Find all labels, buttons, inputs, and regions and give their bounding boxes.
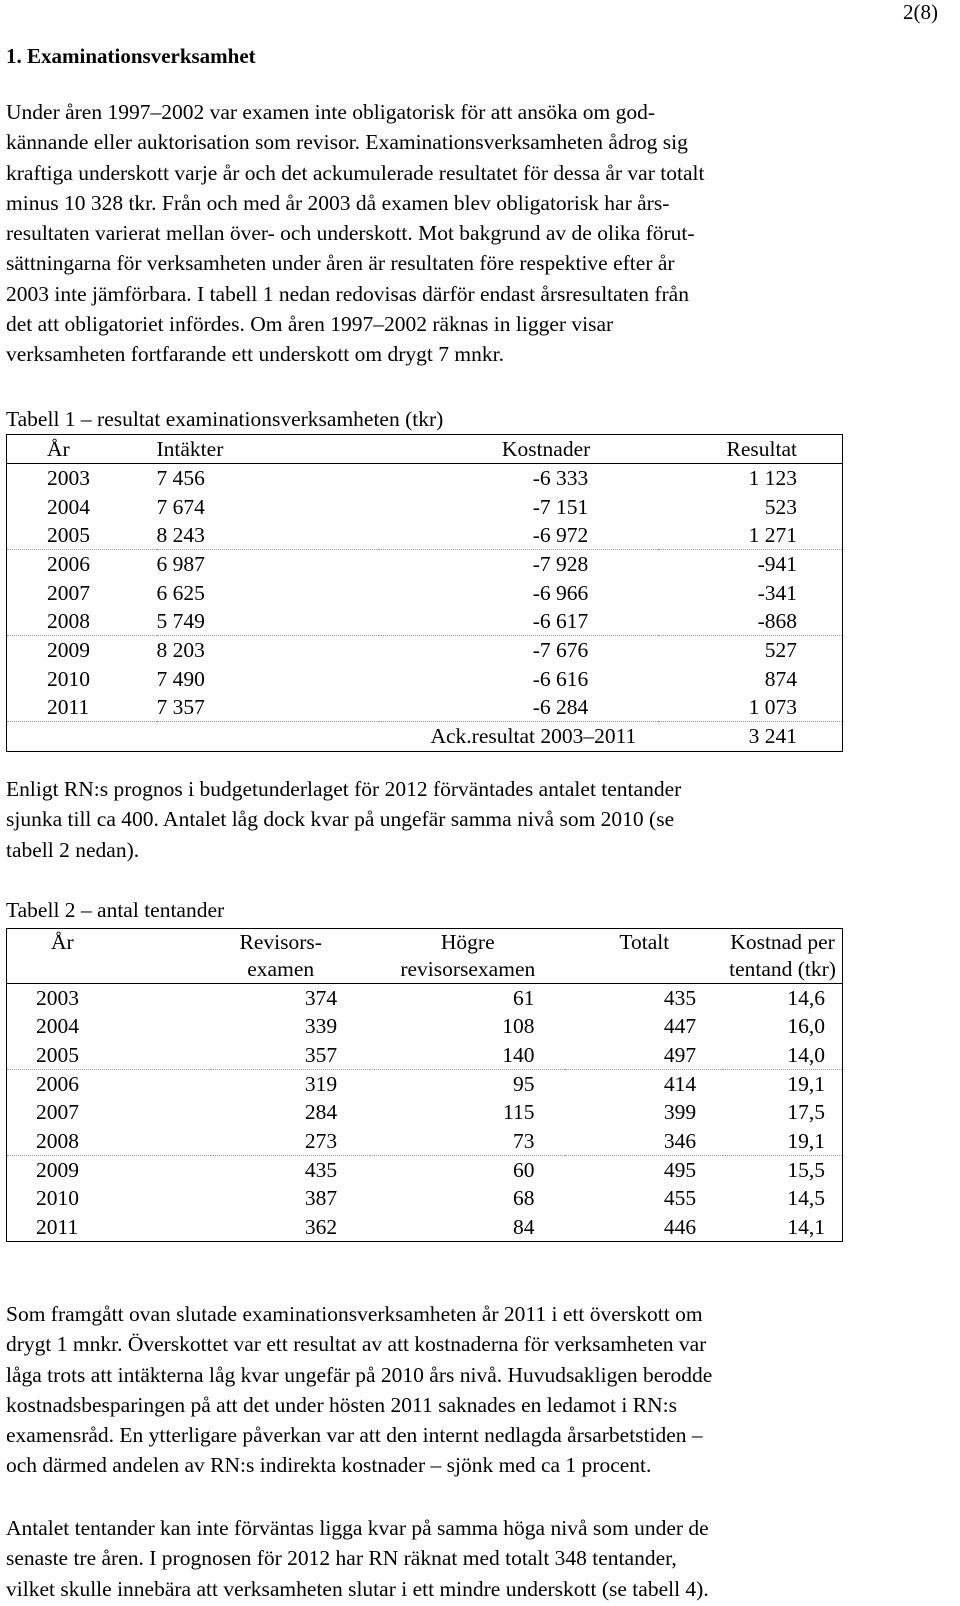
intro-paragraph bbox=[6, 97, 906, 370]
cell-total: 399 bbox=[663, 1100, 697, 1125]
cell-cost: 14,1 bbox=[787, 1214, 825, 1239]
text-line: Under åren 1997–2002 var examen inte obligatorisk för att ansöka om god- bbox=[6, 100, 655, 124]
cell-higher-exam: 68 bbox=[512, 1186, 535, 1211]
table-row bbox=[7, 1041, 843, 1070]
table-row bbox=[7, 493, 843, 521]
cell-result: -341 bbox=[757, 580, 797, 605]
cell-result: -868 bbox=[658, 607, 842, 636]
cell-cost: 14,5 bbox=[787, 1186, 825, 1211]
cell-auditor-exam: 273 bbox=[211, 1126, 370, 1155]
cell-higher-exam: 108 bbox=[502, 1014, 535, 1039]
table-header-row bbox=[7, 435, 843, 464]
cell-year: 2005 bbox=[7, 521, 157, 550]
col-header-year: År bbox=[51, 930, 74, 954]
text-line: resultaten varierat mellan över- och underskott. Mot bakgrund av de olika förut- bbox=[6, 221, 695, 246]
cell-income: 7 357 bbox=[157, 693, 379, 722]
cell-cost: 19,1 bbox=[723, 1126, 842, 1155]
col-header-result: Resultat bbox=[658, 435, 842, 464]
cell-year: 2006 bbox=[47, 552, 90, 577]
table-row bbox=[7, 607, 843, 636]
result-paragraph bbox=[6, 1299, 906, 1481]
results-table bbox=[6, 434, 843, 752]
page-number: 2(8) bbox=[903, 0, 938, 24]
cell-income: 8 243 bbox=[157, 521, 379, 550]
cell-auditor-exam: 374 bbox=[304, 986, 338, 1011]
text-line: kostnadsbesparingen på att det under hösten 2011 saknades en ledamot i RN:s bbox=[6, 1392, 677, 1417]
cell-higher-exam: 60 bbox=[512, 1157, 535, 1182]
table-row bbox=[7, 1012, 843, 1040]
cell-total: 435 bbox=[663, 986, 697, 1011]
cell-higher-exam: 115 bbox=[503, 1100, 535, 1125]
table-row bbox=[7, 1126, 843, 1155]
cell-year: 2004 bbox=[36, 1014, 79, 1039]
text-line: 2003 inte jämförbara. I tabell 1 nedan redovisas därför endast årsresultaten från bbox=[6, 281, 689, 306]
col-header-total: Totalt bbox=[619, 930, 670, 954]
cell-year: 2011 bbox=[7, 693, 157, 722]
cell-income: 6 987 bbox=[156, 552, 205, 577]
cell-cost: 16,0 bbox=[787, 1014, 825, 1039]
table-header-row bbox=[7, 929, 843, 957]
table-header-row bbox=[7, 956, 843, 984]
text-line: Som framgått ovan slutade examinationsverksamheten år 2011 i ett överskott om bbox=[6, 1302, 703, 1326]
cell-higher-exam: 95 bbox=[512, 1072, 535, 1097]
cell-year: 2005 bbox=[7, 1041, 212, 1070]
cell-year: 2008 bbox=[7, 1126, 212, 1155]
cell-year: 2010 bbox=[47, 666, 90, 691]
col-header-costs: Kostnader bbox=[379, 435, 659, 464]
cell-higher-exam: 61 bbox=[512, 986, 535, 1011]
col-header-cost-per-candidate-2: tentand (tkr) bbox=[723, 956, 842, 984]
total-label: Ack.resultat 2003–2011 bbox=[430, 724, 637, 749]
cell-auditor-exam: 387 bbox=[304, 1186, 338, 1211]
col-header-higher-exam-2: revisorsexamen bbox=[370, 956, 565, 984]
cell-higher-exam: 73 bbox=[370, 1126, 565, 1155]
cell-costs: -7 928 bbox=[532, 552, 589, 577]
cell-costs: -7 151 bbox=[532, 494, 589, 519]
cell-costs: -6 617 bbox=[379, 607, 659, 636]
cell-result: 1 123 bbox=[748, 466, 797, 491]
cell-year: 2009 bbox=[36, 1157, 79, 1182]
cell-costs: -6 966 bbox=[532, 580, 589, 605]
cell-cost: 15,5 bbox=[787, 1157, 825, 1182]
cell-total: 447 bbox=[663, 1014, 697, 1039]
cell-costs: -7 676 bbox=[532, 638, 589, 663]
text-line: senaste tre åren. I prognosen för 2012 har RN räknat med totalt 348 tentander, bbox=[6, 1546, 677, 1571]
candidates-table bbox=[6, 928, 843, 1242]
table-row bbox=[7, 984, 843, 1013]
cell-higher-exam: 84 bbox=[512, 1214, 535, 1239]
cell-income: 7 490 bbox=[156, 666, 205, 691]
cell-auditor-exam: 339 bbox=[304, 1014, 338, 1039]
col-header-higher-exam: Högre bbox=[440, 930, 495, 954]
table-row bbox=[7, 578, 843, 606]
cell-year: 2009 bbox=[47, 638, 90, 663]
text-line: tabell 2 nedan). bbox=[6, 837, 140, 862]
cell-costs: -6 284 bbox=[379, 693, 659, 722]
cell-auditor-exam: 284 bbox=[304, 1100, 338, 1125]
cell-year: 2010 bbox=[36, 1186, 79, 1211]
cell-year: 2011 bbox=[36, 1214, 79, 1239]
cell-auditor-exam: 319 bbox=[304, 1072, 338, 1097]
cell-year: 2003 bbox=[36, 986, 79, 1011]
cell-higher-exam: 140 bbox=[370, 1041, 565, 1070]
cell-costs: -6 616 bbox=[532, 666, 589, 691]
total-value: 3 241 bbox=[748, 724, 797, 749]
col-header-cost-per-candidate: Kostnad per bbox=[730, 930, 835, 954]
col-header-year: År bbox=[7, 435, 157, 464]
cell-costs: -6 972 bbox=[379, 521, 659, 550]
cell-cost: 19,1 bbox=[787, 1072, 825, 1097]
cell-total: 446 bbox=[663, 1214, 697, 1239]
text-line: verksamheten fortfarande ett underskott om drygt 7 mnkr. bbox=[6, 342, 504, 367]
text-line: drygt 1 mnkr. Överskottet var ett resultat av att kostnaderna för verksamheten var bbox=[6, 1332, 707, 1357]
cell-cost: 14,0 bbox=[723, 1041, 842, 1070]
cell-total: 346 bbox=[565, 1126, 723, 1155]
section-heading: 1. Examinationsverksamhet bbox=[6, 44, 256, 68]
cell-total: 414 bbox=[663, 1072, 697, 1097]
table-row bbox=[7, 1098, 843, 1126]
cell-cost: 14,6 bbox=[787, 986, 825, 1011]
table-row bbox=[7, 521, 843, 550]
cell-auditor-exam: 435 bbox=[304, 1157, 338, 1182]
table1-caption: Tabell 1 – resultat examinationsverksamheten (tkr) bbox=[6, 407, 444, 431]
cell-year: 2008 bbox=[7, 607, 157, 636]
cell-cost: 17,5 bbox=[787, 1100, 825, 1125]
cell-costs: -6 333 bbox=[532, 466, 589, 491]
cell-year: 2007 bbox=[47, 580, 90, 605]
cell-result: 1 271 bbox=[658, 521, 842, 550]
cell-income: 6 625 bbox=[156, 580, 205, 605]
table-row bbox=[7, 693, 843, 722]
table-row bbox=[7, 1155, 843, 1184]
cell-year: 2007 bbox=[36, 1100, 79, 1125]
cell-income: 8 203 bbox=[156, 638, 205, 663]
table-row bbox=[7, 550, 843, 579]
table2-caption: Tabell 2 – antal tentander bbox=[6, 898, 225, 922]
col-header-income: Intäkter bbox=[157, 435, 379, 464]
table-row bbox=[7, 1184, 843, 1212]
text-line: sättningarna för verksamheten under åren är resultaten före respektive efter år bbox=[6, 251, 675, 276]
text-line: kännande eller auktorisation som revisor. Examinationsverksamheten ådrog sig bbox=[6, 130, 688, 155]
text-line: sjunka till ca 400. Antalet låg dock kvar på ungefär samma nivå som 2010 (se bbox=[6, 807, 675, 832]
total-row bbox=[7, 721, 843, 751]
cell-result: 527 bbox=[764, 638, 797, 663]
forecast-paragraph bbox=[6, 774, 906, 865]
text-line: Antalet tentander kan inte förväntas ligga kvar på samma höga nivå som under de bbox=[6, 1516, 709, 1540]
text-line: och därmed andelen av RN:s indirekta kostnader – sjönk med ca 1 procent. bbox=[6, 1453, 652, 1478]
text-line: minus 10 328 tkr. Från och med år 2003 då examen blev obligatorisk har års- bbox=[6, 190, 670, 215]
cell-income: 5 749 bbox=[157, 607, 379, 636]
cell-income: 7 456 bbox=[156, 466, 205, 491]
text-line: examensråd. En ytterligare påverkan var att den internt nedlagda årsarbetstiden – bbox=[6, 1423, 703, 1448]
cell-auditor-exam: 362 bbox=[304, 1214, 338, 1239]
table-row bbox=[7, 464, 843, 493]
text-line: låga trots att intäkterna låg kvar ungefär på 2010 års nivå. Huvudsakligen berodde bbox=[6, 1362, 713, 1387]
text-line: det att obligatoriet infördes. Om åren 1997–2002 räknas in ligger visar bbox=[6, 312, 614, 337]
text-line: vilket skulle innebära att verksamheten slutar i ett mindre underskott (se tabell 4). bbox=[6, 1576, 709, 1601]
cell-year: 2004 bbox=[47, 494, 90, 519]
cell-result: 874 bbox=[764, 666, 797, 691]
cell-result: 1 073 bbox=[658, 693, 842, 722]
text-line: Enligt RN:s prognos i budgetunderlaget för 2012 förväntades antalet tentander bbox=[6, 777, 682, 801]
cell-total: 497 bbox=[565, 1041, 723, 1070]
table-row bbox=[7, 1212, 843, 1241]
cell-year: 2003 bbox=[47, 466, 90, 491]
cell-total: 495 bbox=[663, 1157, 697, 1182]
outlook-paragraph bbox=[6, 1513, 906, 1604]
cell-year: 2006 bbox=[36, 1072, 79, 1097]
col-header-auditor-exam-2: examen bbox=[211, 956, 370, 984]
text-line: kraftiga underskott varje år och det ackumulerade resultatet för dessa år var totalt bbox=[6, 160, 705, 185]
cell-result: 523 bbox=[764, 494, 797, 519]
col-header-auditor-exam: Revisors- bbox=[239, 930, 322, 954]
cell-total: 455 bbox=[663, 1186, 697, 1211]
table-row bbox=[7, 1069, 843, 1098]
cell-result: -941 bbox=[757, 552, 797, 577]
cell-income: 7 674 bbox=[156, 494, 205, 519]
table-row bbox=[7, 636, 843, 665]
table-row bbox=[7, 664, 843, 692]
cell-auditor-exam: 357 bbox=[211, 1041, 370, 1070]
